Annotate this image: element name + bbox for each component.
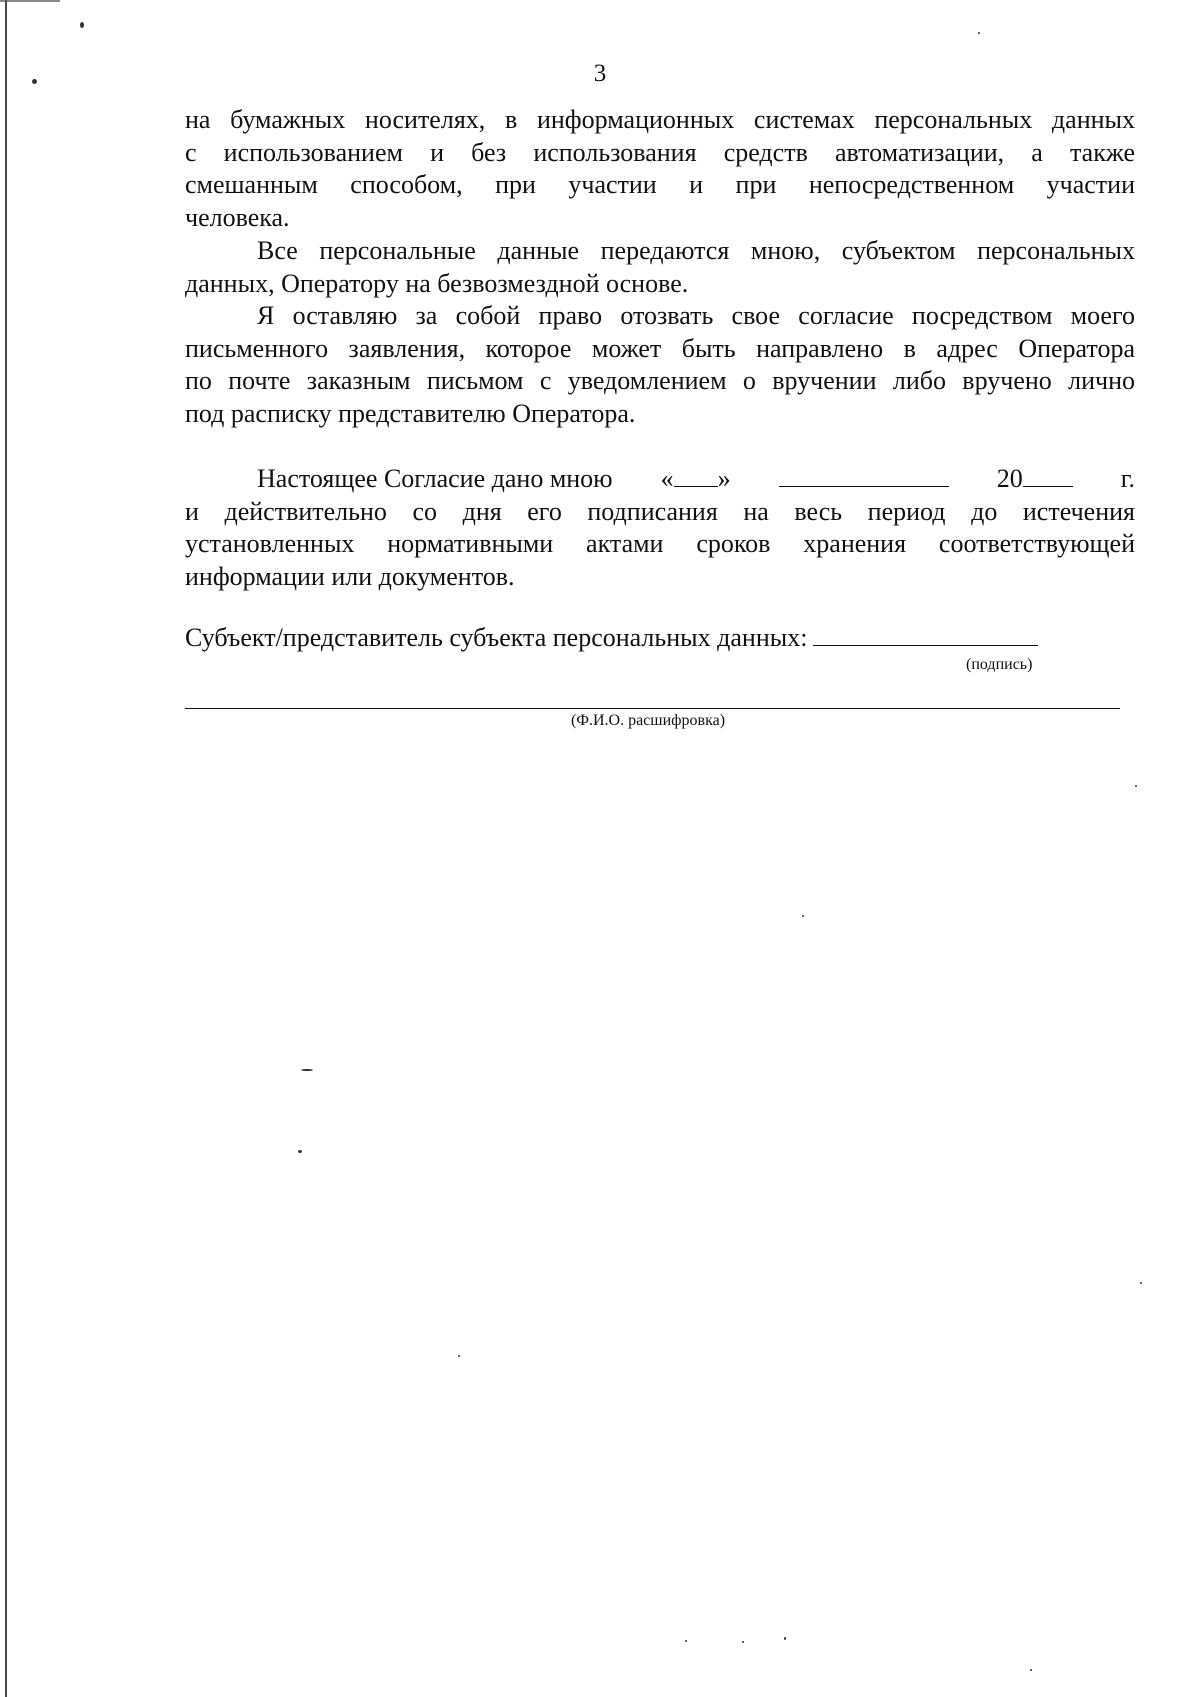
- paragraph-line: с использованием и без использования средств автоматизации, а также: [185, 137, 1135, 167]
- paragraph-processing-methods: [185, 104, 1135, 234]
- paragraph-free-of-charge: [185, 235, 1135, 300]
- year-blank[interactable]: [1023, 464, 1073, 487]
- scan-speck: [742, 1641, 744, 1643]
- scan-speck: [80, 22, 84, 28]
- scan-speck: [1030, 1669, 1032, 1671]
- month-blank[interactable]: [779, 464, 949, 487]
- paragraph-line: информации или документов.: [185, 561, 515, 591]
- scan-speck: [784, 1637, 786, 1640]
- scan-speck: [1135, 785, 1137, 787]
- year-field[interactable]: [997, 463, 1073, 496]
- signature-blank[interactable]: [813, 625, 1038, 646]
- paragraph-withdrawal-right: [185, 300, 1135, 430]
- day-field[interactable]: [661, 463, 731, 496]
- signature-row: [185, 623, 1038, 653]
- name-caption: (Ф.И.О. расшифровка): [571, 712, 726, 729]
- consent-date-line: [185, 463, 1135, 496]
- paragraph-line: по почте заказным письмом с уведомлением о вручении либо вручено лично: [185, 366, 1135, 395]
- scan-speck: [298, 1150, 302, 1153]
- signature-caption: (подпись): [966, 656, 1033, 673]
- page-number: 3: [593, 60, 607, 87]
- signature-label: Субъект/представитель субъекта персональных данных:: [185, 623, 808, 652]
- paragraph-line: данных, Оператору на безвозмездной основе.: [185, 268, 689, 298]
- scan-speck: [685, 1640, 687, 1642]
- scan-left-edge: [5, 0, 7, 1697]
- scan-speck: [802, 915, 804, 917]
- scan-speck: [1140, 1282, 1142, 1284]
- scan-speck: [32, 79, 37, 84]
- scan-speck: [301, 1069, 313, 1071]
- day-blank[interactable]: [674, 464, 718, 487]
- year-prefix: 20: [996, 464, 1023, 493]
- scan-speck: [458, 1355, 460, 1357]
- paragraph-line: человека.: [185, 202, 290, 232]
- year-suffix: г.: [1120, 464, 1135, 493]
- paragraph-line: на бумажных носителях, в информационных системах персональных данных: [185, 105, 1135, 134]
- name-blank-line[interactable]: [185, 708, 1120, 709]
- paragraph-line: Все персональные данные передаются мною, субъектом персональных: [257, 236, 1135, 265]
- paragraph-line: Я оставляю за собой право отозвать свое согласие посредством моего: [257, 301, 1135, 330]
- paragraph-line: под расписку представителю Оператора.: [185, 398, 636, 428]
- quote-close: »: [717, 464, 731, 493]
- paragraph-line: смешанным способом, при участии и при непосредственном участии: [185, 170, 1135, 199]
- paragraph-line: установленных нормативными актами сроков хранения соответствующей: [185, 529, 1135, 558]
- scan-top-edge: [0, 0, 60, 2]
- paragraph-consent-date: [185, 463, 1135, 593]
- date-prefix: Настоящее Согласие дано мною: [257, 464, 613, 493]
- paragraph-line: и действительно со дня его подписания на весь период до истечения: [185, 496, 1135, 526]
- quote-open: «: [660, 464, 674, 493]
- scan-speck: [978, 32, 980, 34]
- paragraph-line: письменного заявления, которое может быть направлено в адрес Оператора: [185, 333, 1135, 363]
